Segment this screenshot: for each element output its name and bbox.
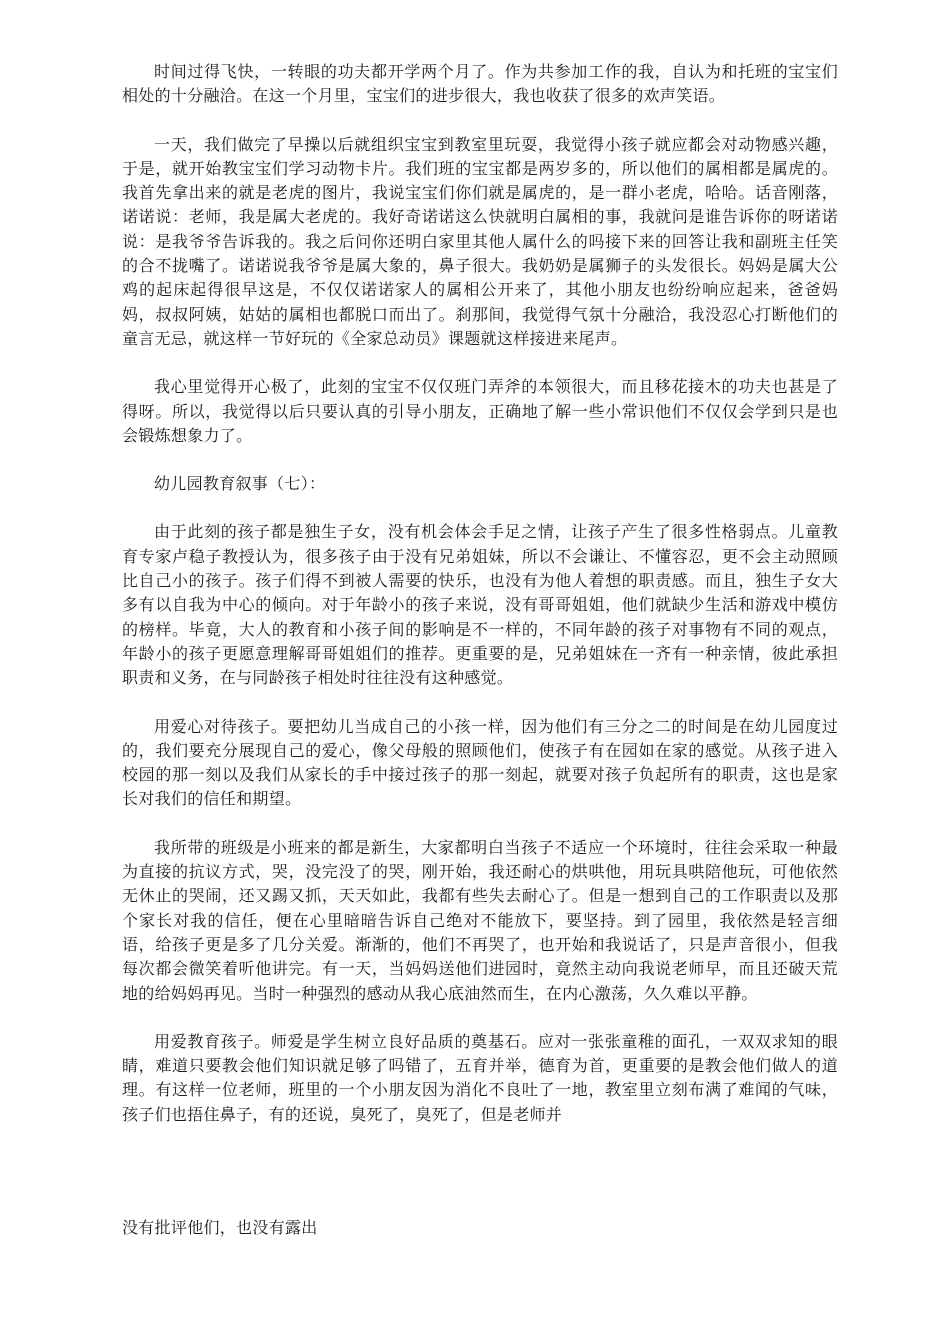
paragraph-6: 我所带的班级是小班来的都是新生，大家都明白当孩子不适应一个环境时，往往会采取一种最为直接的抗议方式，哭，没完没了的哭，刚开始，我还耐心的烘哄他，用玩具哄陪他玩，可他依然无休止的哭闹，还又踢又抓，天天如此，我都有些失去耐心了。但是一想到自己的工作职责以及那个家长对我的信任，便在心里暗暗告诉自己绝对不能放下，要坚持。到了园里，我依然是轻言细语，给孩子更是多了几分关爱。渐渐的，他们不再哭了，也开始和我说话了，只是声音很小，但我每次都会微笑着听他讲完。有一天，当妈妈送他们进园时，竟然主动向我说老师早，而且还破天荒地的给妈妈再见。当时一种强烈的感动从我心底油然而生，在内心激荡，久久难以平静。 xyxy=(122,837,838,1003)
paragraph-4: 由于此刻的孩子都是独生子女，没有机会体会手足之情，让孩子产生了很多性格弱点。儿童教育专家卢稳子教授认为，很多孩子由于没有兄弟姐妹，所以不会谦让、不懂容忍，更不会主动照顾比自己小的孩子。孩子们得不到被人需要的快乐，也没有为他人着想的职责感。而且，独生子女大多有以自我为中心的倾向。对于年龄小的孩子来说，没有哥哥姐姐，他们就缺少生活和游戏中模仿的榜样。毕竟，大人的教育和小孩子间的影响是不一样的，不同年龄的孩子对事物有不同的观点，年龄小的孩子更愿意理解哥哥姐姐们的推荐。更重要的是，兄弟姐妹在一齐有一种亲情，彼此承担职责和义务，在与同龄孩子相处时往往没有这种感觉。 xyxy=(122,522,838,688)
section-heading: 幼儿园教育叙事（七）： xyxy=(154,474,326,494)
paragraph-5: 用爱心对待孩子。要把幼儿当成自己的小孩一样，因为他们有三分之二的时间是在幼儿园度过的，我们要充分展现自己的爱心，像父母般的照顾他们，使孩子有在园如在家的感觉。从孩子进入校园的那一刻以及我们从家长的手中接过孩子的那一刻起，就要对孩子负起所有的职责，这也是家长对我们的信任和期望。 xyxy=(122,716,838,809)
paragraph-1: 时间过得飞快，一转眼的功夫都开学两个月了。作为共参加工作的我，自认为和托班的宝宝们相处的十分融洽。在这一个月里，宝宝们的进步很大，我也收获了很多的欢声笑语。 xyxy=(122,62,838,106)
paragraph-7: 用爱教育孩子。师爱是学生树立良好品质的奠基石。应对一张张童稚的面孔，一双双求知的眼睛，难道只要教会他们知识就足够了吗错了，五育并举，德育为首，更重要的是教会他们做人的道理。有这样一位老师，班里的一个小朋友因为消化不良吐了一地，教室里立刻布满了难闻的气味，孩子们也捂住鼻子，有的还说，臭死了，臭死了，但是老师并 xyxy=(122,1031,838,1124)
paragraph-3: 我心里觉得开心极了，此刻的宝宝不仅仅班门弄斧的本领很大，而且移花接木的功夫也甚是了得呀。所以，我觉得以后只要认真的引导小朋友，正确地了解一些小常识他们不仅仅会学到只是也会锻炼想象力了。 xyxy=(122,377,838,445)
trailing-text: 没有批评他们，也没有露出 xyxy=(122,1218,318,1237)
paragraph-2: 一天，我们做完了早操以后就组织宝宝到教室里玩耍，我觉得小孩子就应都会对动物感兴趣，于是，就开始教宝宝们学习动物卡片。我们班的宝宝都是两岁多的，所以他们的属相都是属虎的。我首先拿出来的就是老虎的图片，我说宝宝们你们就是属虎的，是一群小老虎，哈哈。话音刚落，诺诺说：老师，我是属大老虎的。我好奇诺诺这么快就明白属相的事，我就问是谁告诉你的呀诺诺说：是我爷爷告诉我的。我之后问你还明白家里其他人属什么的吗接下来的回答让我和副班主任笑的合不拢嘴了。诺诺说我爷爷是属大象的，鼻子很大。我奶奶是属狮子的头发很长。妈妈是属大公鸡的起床起得很早这是，不仅仅诺诺家人的属相公开来了，其他小朋友也纷纷响应起来，爸爸妈妈，叔叔阿姨，姑姑的属相也都脱口而出了。刹那间，我觉得气氛十分融洽，我没忍心打断他们的童言无忌，就这样一节好玩的《全家总动员》课题就这样接进来尾声。 xyxy=(122,134,838,348)
document-body xyxy=(122,60,838,1151)
